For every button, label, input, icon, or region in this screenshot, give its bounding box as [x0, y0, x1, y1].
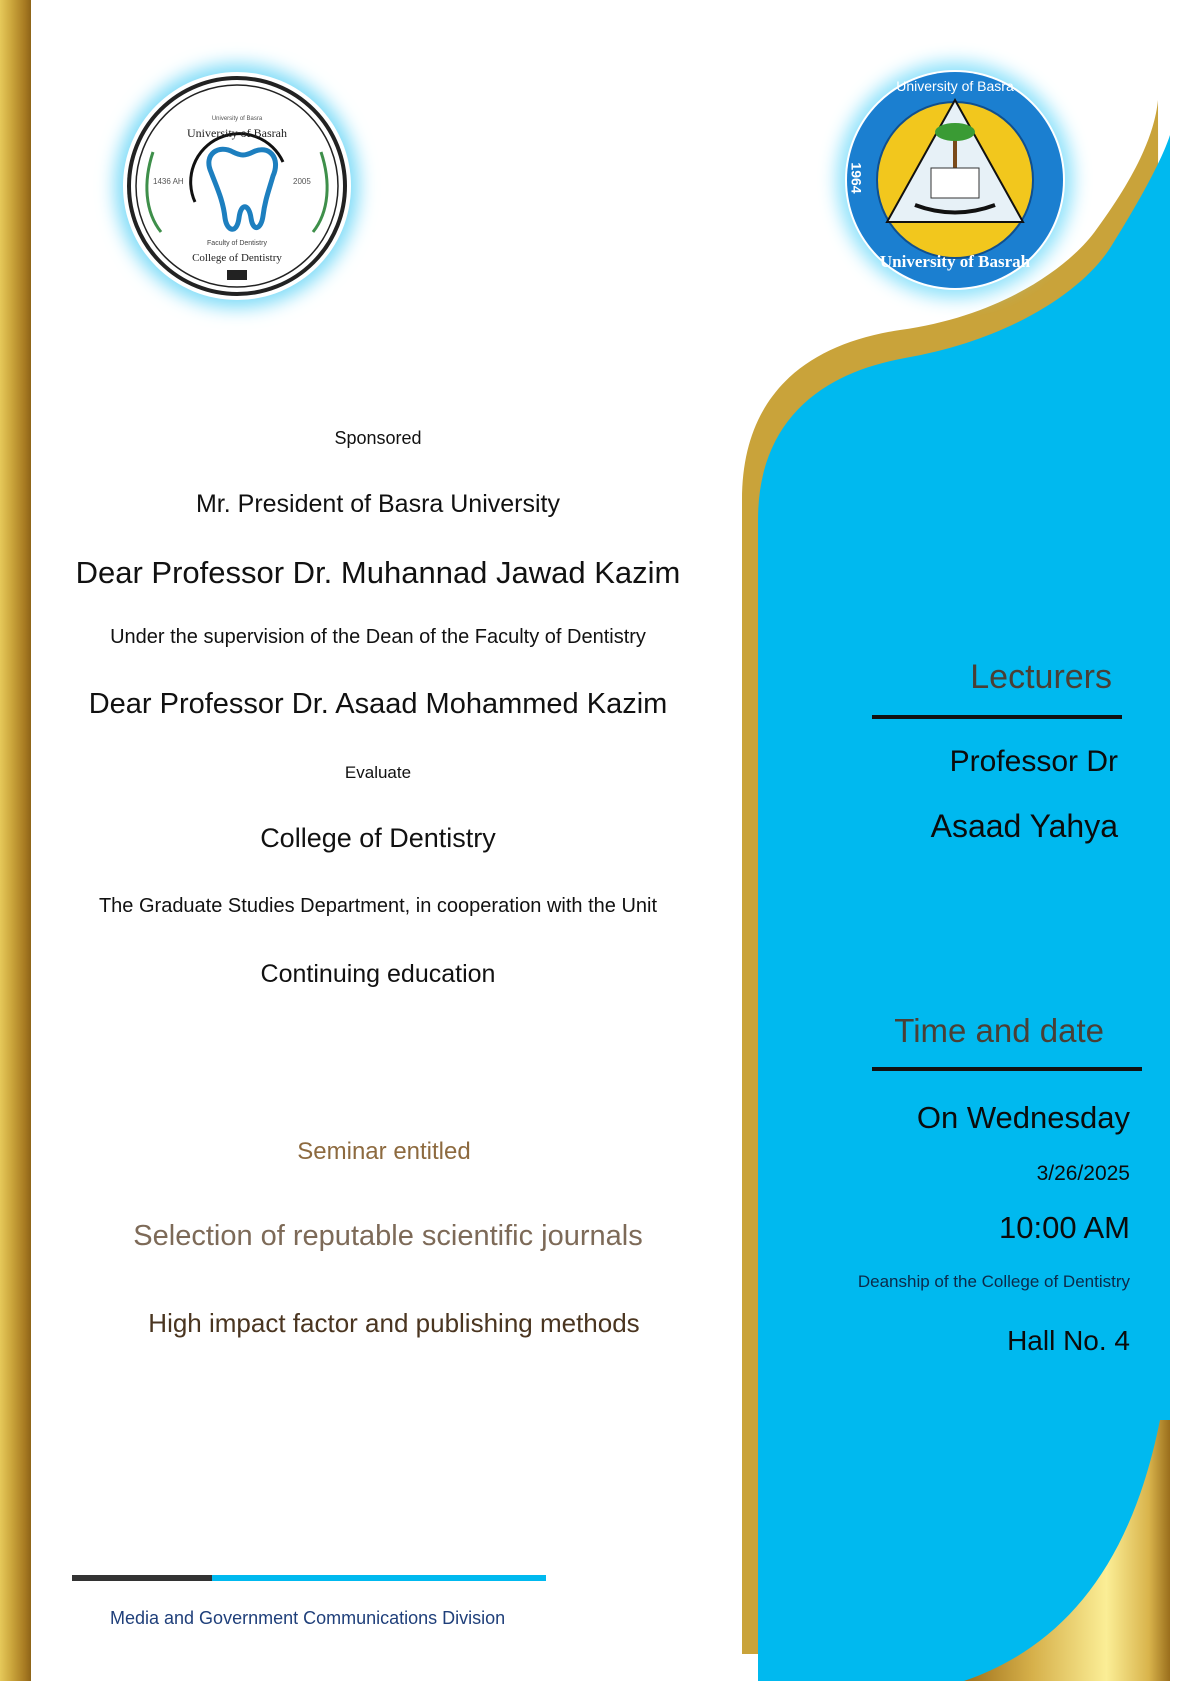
- time-date-divider: [872, 1067, 1142, 1071]
- logo-left-college: College of Dentistry: [192, 252, 282, 264]
- department-line: The Graduate Studies Department, in cooperation with the Unit: [98, 895, 658, 917]
- seminar-subtitle: High impact factor and publishing methods: [148, 1308, 640, 1338]
- event-hall: Hall No. 4: [1007, 1325, 1130, 1356]
- lecturer-line-1: Professor Dr: [949, 745, 1118, 778]
- logo-left-year: 2005: [293, 177, 311, 186]
- evaluate-label: Evaluate: [344, 763, 412, 782]
- lecturers-heading: Lecturers: [970, 658, 1112, 696]
- president-title: Mr. President of Basra University: [195, 490, 560, 518]
- seminar-label: Seminar entitled: [297, 1138, 471, 1165]
- footer-rule: [72, 1575, 546, 1581]
- logo-right-year: 1964: [848, 162, 865, 194]
- footer-rule-blue: [212, 1575, 546, 1581]
- logo-left-top-line: University of Basra: [211, 116, 263, 122]
- lecturer-line-2: Asaad Yahya: [930, 808, 1118, 844]
- side-details: [800, 0, 1130, 1681]
- sponsored-label: Sponsored: [334, 428, 422, 448]
- logo-right-top-arc: University of Basra: [896, 78, 1014, 94]
- footer-division: Media and Government Communications Division: [110, 1608, 506, 1628]
- college-name: College of Dentistry: [260, 823, 496, 853]
- unit-name: Continuing education: [260, 960, 496, 988]
- seminar-title: Selection of reputable scientific journals: [133, 1220, 643, 1252]
- logo-right-bottom-arc: University of Basrah: [879, 252, 1031, 271]
- event-date: 3/26/2025: [1036, 1162, 1130, 1185]
- lecturers-divider: [872, 715, 1122, 719]
- logo-left-name: University of Basrah: [187, 126, 287, 140]
- event-time: 10:00 AM: [999, 1210, 1130, 1245]
- time-date-heading: Time and date: [894, 1012, 1104, 1049]
- main-content: [40, 0, 716, 1681]
- event-day: On Wednesday: [916, 1100, 1130, 1135]
- dean-name: Dear Professor Dr. Asaad Mohammed Kazim: [88, 688, 668, 720]
- president-name: Dear Professor Dr. Muhannad Jawad Kazim: [75, 555, 681, 590]
- footer-rule-dark: [72, 1575, 212, 1581]
- logo-left-faculty: Faculty of Dentistry: [207, 240, 267, 247]
- supervision-line: Under the supervision of the Dean of the Faculty of Dentistry: [110, 626, 646, 648]
- event-venue: Deanship of the College of Dentistry: [857, 1272, 1130, 1291]
- logo-left-year-hijri: 1436 AH: [153, 177, 184, 186]
